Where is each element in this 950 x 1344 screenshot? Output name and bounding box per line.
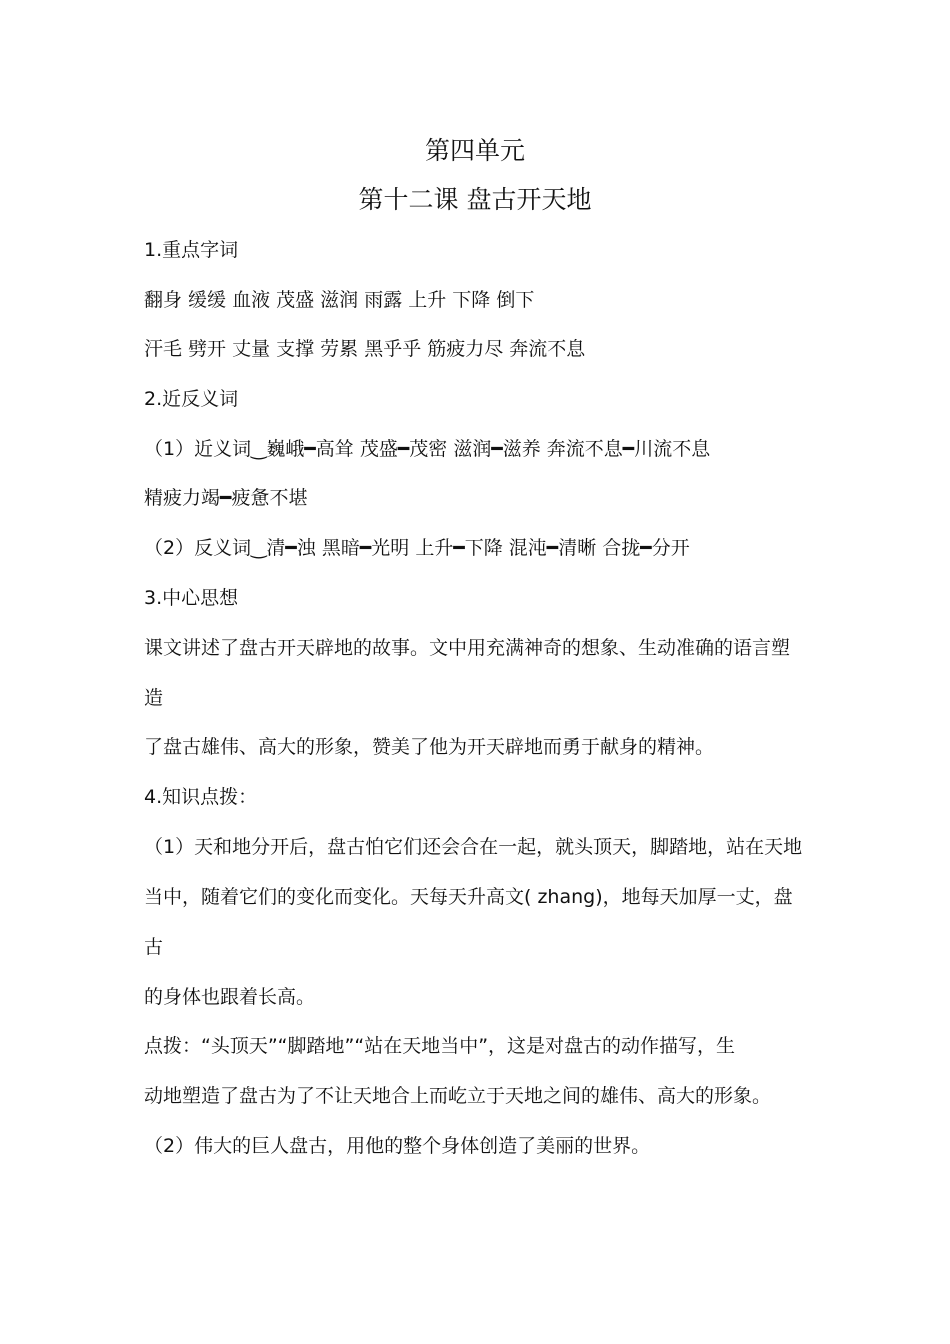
knowledge-item1-line-4: 的身体也跟着长高。 (144, 986, 316, 1008)
key-words-heading: 1.重点字词 (144, 239, 239, 261)
synonyms-antonyms-heading: 2.近反义词 (144, 388, 239, 410)
central-idea-line-2: 造 (144, 687, 164, 709)
unit-title: 第四单元 (424, 136, 525, 165)
key-words-line-2: 汗毛 劈开 丈量 支撑 劳累 黑乎乎 筋疲力尽 奔流不息 (144, 338, 586, 360)
knowledge-note-line-2: 动地塑造了盘古为了不让天地合上而屹立于天地之间的雄伟、高大的形象。 (144, 1085, 772, 1107)
central-idea-heading: 3.中心思想 (144, 587, 239, 609)
lesson-title: 第十二课 盘古开天地 (358, 185, 592, 214)
synonyms-line-2: 精疲力竭━疲惫不堪 (144, 487, 308, 509)
knowledge-heading: 4.知识点拨： (144, 786, 258, 808)
knowledge-note-line-1: 点拨：“头顶天”“脚踏地”“站在天地当中”，这是对盘古的动作描写，生 (144, 1035, 736, 1057)
antonyms-line: （2）反义词‿清━浊 黑暗━光明 上升━下降 混沌━清晰 合拢━分开 (144, 537, 690, 559)
central-idea-line-1: 课文讲述了盘古开天辟地的故事。文中用充满神奇的想象、生动准确的语言塑 (144, 637, 791, 659)
synonyms-line-1: （1）近义词‿巍峨━高耸 茂盛━茂密 滋润━滋养 奔流不息━川流不息 (144, 438, 711, 460)
central-idea-line-3: 了盘古雄伟、高大的形象，赞美了他为开天辟地而勇于献身的精神。 (144, 736, 715, 758)
knowledge-item1-line-2: 当中，随着它们的变化而变化。天每天升高文( zhang)，地每天加厚一丈，盘 (144, 886, 793, 908)
knowledge-item1-line-1: （1）天和地分开后，盘古怕它们还会合在一起，就头顶天，脚踏地，站在天地 (144, 836, 803, 858)
knowledge-item2-line-1: （2）伟大的巨人盘古，用他的整个身体创造了美丽的世界。 (144, 1135, 651, 1157)
key-words-line-1: 翻身 缓缓 血液 茂盛 滋润 雨露 上升 下降 倒下 (144, 289, 535, 311)
knowledge-item1-line-3: 古 (144, 936, 164, 958)
